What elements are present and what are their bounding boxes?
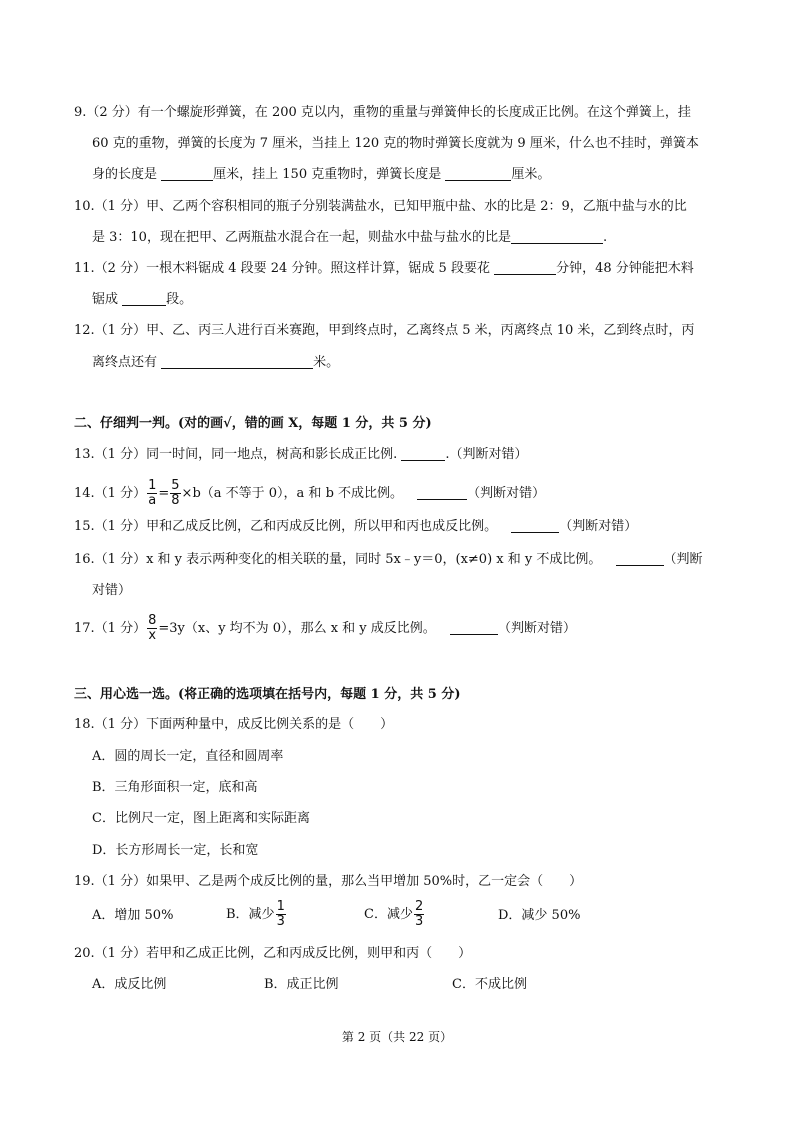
option-label: B．减少 [226,907,275,922]
q18-option-c[interactable]: C．比例尺一定，图上距离和实际距离 [92,811,310,826]
q15-text: 15.（1 分）甲和乙成反比例，乙和丙成反比例，所以甲和丙也成反比例。 [74,519,498,534]
q18-stem: 18.（1 分）下面两种量中，成反比例关系的是（ ） [74,717,394,732]
q15-judge: （判断对错） [559,519,638,534]
q9-line1: 9.（2 分）有一个螺旋形弹簧，在 200 克以内，重物的重量与弹簧伸长的长度成正比例。在这个弹簧上，挂 [74,105,691,120]
q11-line1 [74,260,694,278]
q17 [74,614,576,643]
q9-line3 [92,166,550,184]
numerator: 2 [414,899,424,914]
q20-option-c[interactable]: C．不成比例 [452,977,527,992]
section-2-title: 二、仔细判一判。(对的画√，错的画 X，每题 1 分，共 5 分) [74,416,432,431]
denominator: 8 [171,493,180,508]
fraction [276,900,286,929]
denominator: 3 [276,914,285,929]
equals-sign: = [158,486,170,501]
q11-text: 段。 [166,292,193,307]
q16-line2: 对错） [92,583,132,598]
q12-text: 离终点还有 [92,355,158,370]
denominator: x [148,628,157,643]
answer-blank[interactable] [511,518,559,533]
numerator: 1 [276,899,285,914]
q19-option-c[interactable] [364,900,425,929]
answer-blank[interactable] [616,551,664,566]
q18-option-b[interactable]: B．三角形面积一定，底和高 [92,780,258,795]
numerator: 8 [148,613,157,628]
q19-stem: 19.（1 分）如果甲、乙是两个成反比例的量，那么当甲增加 50%时，乙一定会（ ） [74,874,583,889]
q12-line2 [92,354,339,372]
q14 [74,479,545,508]
answer-blank[interactable] [494,260,556,275]
q11-text: 11.（2 分）一根木料锯成 4 段要 24 分钟。照这样计算，锯成 5 段要花 [74,261,490,276]
answer-blank[interactable] [161,354,313,369]
section-3-title: 三、用心选一选。(将正确的选项填在括号内，每题 1 分，共 5 分) [74,687,461,702]
q10-text: 是 3：10，现在把甲、乙两瓶盐水混合在一起，则盐水中盐与盐水的比是 [92,230,511,245]
q11-line2 [92,291,192,309]
q18-option-d[interactable]: D．长方形周长一定，长和宽 [92,843,259,858]
q17-text: =3y（x、y 均不为 0），那么 x 和 y 成反比例。 [158,621,436,636]
numerator: 1 [148,478,157,493]
q10-line2 [92,229,607,247]
q13-judge: .（判断对错） [445,447,528,462]
q11-text: 分钟，48 分钟能把木料 [556,261,694,276]
fraction [147,614,157,643]
page-number: 第 2 页（共 22 页） [341,1030,453,1044]
denominator: a [148,493,157,508]
q13-text: 13.（1 分）同一时间，同一地点，树高和影长成正比例. [74,447,398,462]
answer-blank[interactable] [161,166,213,181]
q14-text: ×b（a 不等于 0），a 和 b 不成比例。 [181,486,404,501]
q16-judge: （判断 [663,552,703,567]
numerator: 5 [171,478,180,493]
q11-text: 锯成 [92,292,119,307]
option-label: C．减少 [364,907,413,922]
denominator: 3 [414,914,424,929]
q10-line1: 10.（1 分）甲、乙两个容积相同的瓶子分别装满盐水，已知甲瓶中盐、水的比是 2：9，乙瓶中盐与水的比 [74,199,687,214]
q12-line1: 12.（1 分）甲、乙、丙三人进行百米赛跑，甲到终点时，乙离终点 5 米，丙离终点 10 米，乙到终点时，丙 [74,323,695,338]
q12-text: 米。 [313,355,340,370]
q15 [74,518,637,536]
answer-blank[interactable] [122,291,166,306]
q13 [74,446,528,464]
q14-judge: （判断对错） [467,486,546,501]
q9-line2: 60 克的重物，弹簧的长度为 7 厘米，当挂上 120 克的物时弹簧长度就为 9 厘米，什么也不挂时，弹簧本 [92,136,699,151]
answer-blank[interactable] [511,229,603,244]
q19-option-d[interactable]: D．减少 50% [498,908,581,923]
answer-blank[interactable] [445,166,511,181]
fraction [414,900,424,929]
q14-prefix: 14.（1 分） [74,486,147,501]
q17-prefix: 17.（1 分） [74,621,147,636]
fraction [147,479,157,508]
q16-line1 [74,551,703,569]
q19-option-b[interactable] [226,900,287,929]
q20-option-b[interactable]: B．成正比例 [264,977,339,992]
q20-stem: 20.（1 分）若甲和乙成正比例，乙和丙成反比例，则甲和丙（ ） [74,946,472,961]
answer-blank[interactable] [417,485,467,500]
q17-judge: （判断对错） [497,621,576,636]
q9-text: 厘米，挂上 150 克重物时，弹簧长度是 [213,167,442,182]
q19-option-a[interactable]: A．增加 50% [92,908,174,923]
answer-blank[interactable] [450,620,498,635]
q10-text: . [602,230,608,245]
q9-text: 身的长度是 [92,167,158,182]
q18-option-a[interactable]: A．圆的周长一定，直径和圆周率 [92,749,284,764]
answer-blank[interactable] [401,446,445,461]
q16-text: 16.（1 分）x 和 y 表示两种变化的相关联的量，同时 5x﹣y＝0，(x≠0) x 和 y 不成比例。 [74,552,602,567]
q9-text: 厘米。 [511,167,551,182]
fraction [170,479,180,508]
q20-option-a[interactable]: A．成反比例 [92,977,167,992]
